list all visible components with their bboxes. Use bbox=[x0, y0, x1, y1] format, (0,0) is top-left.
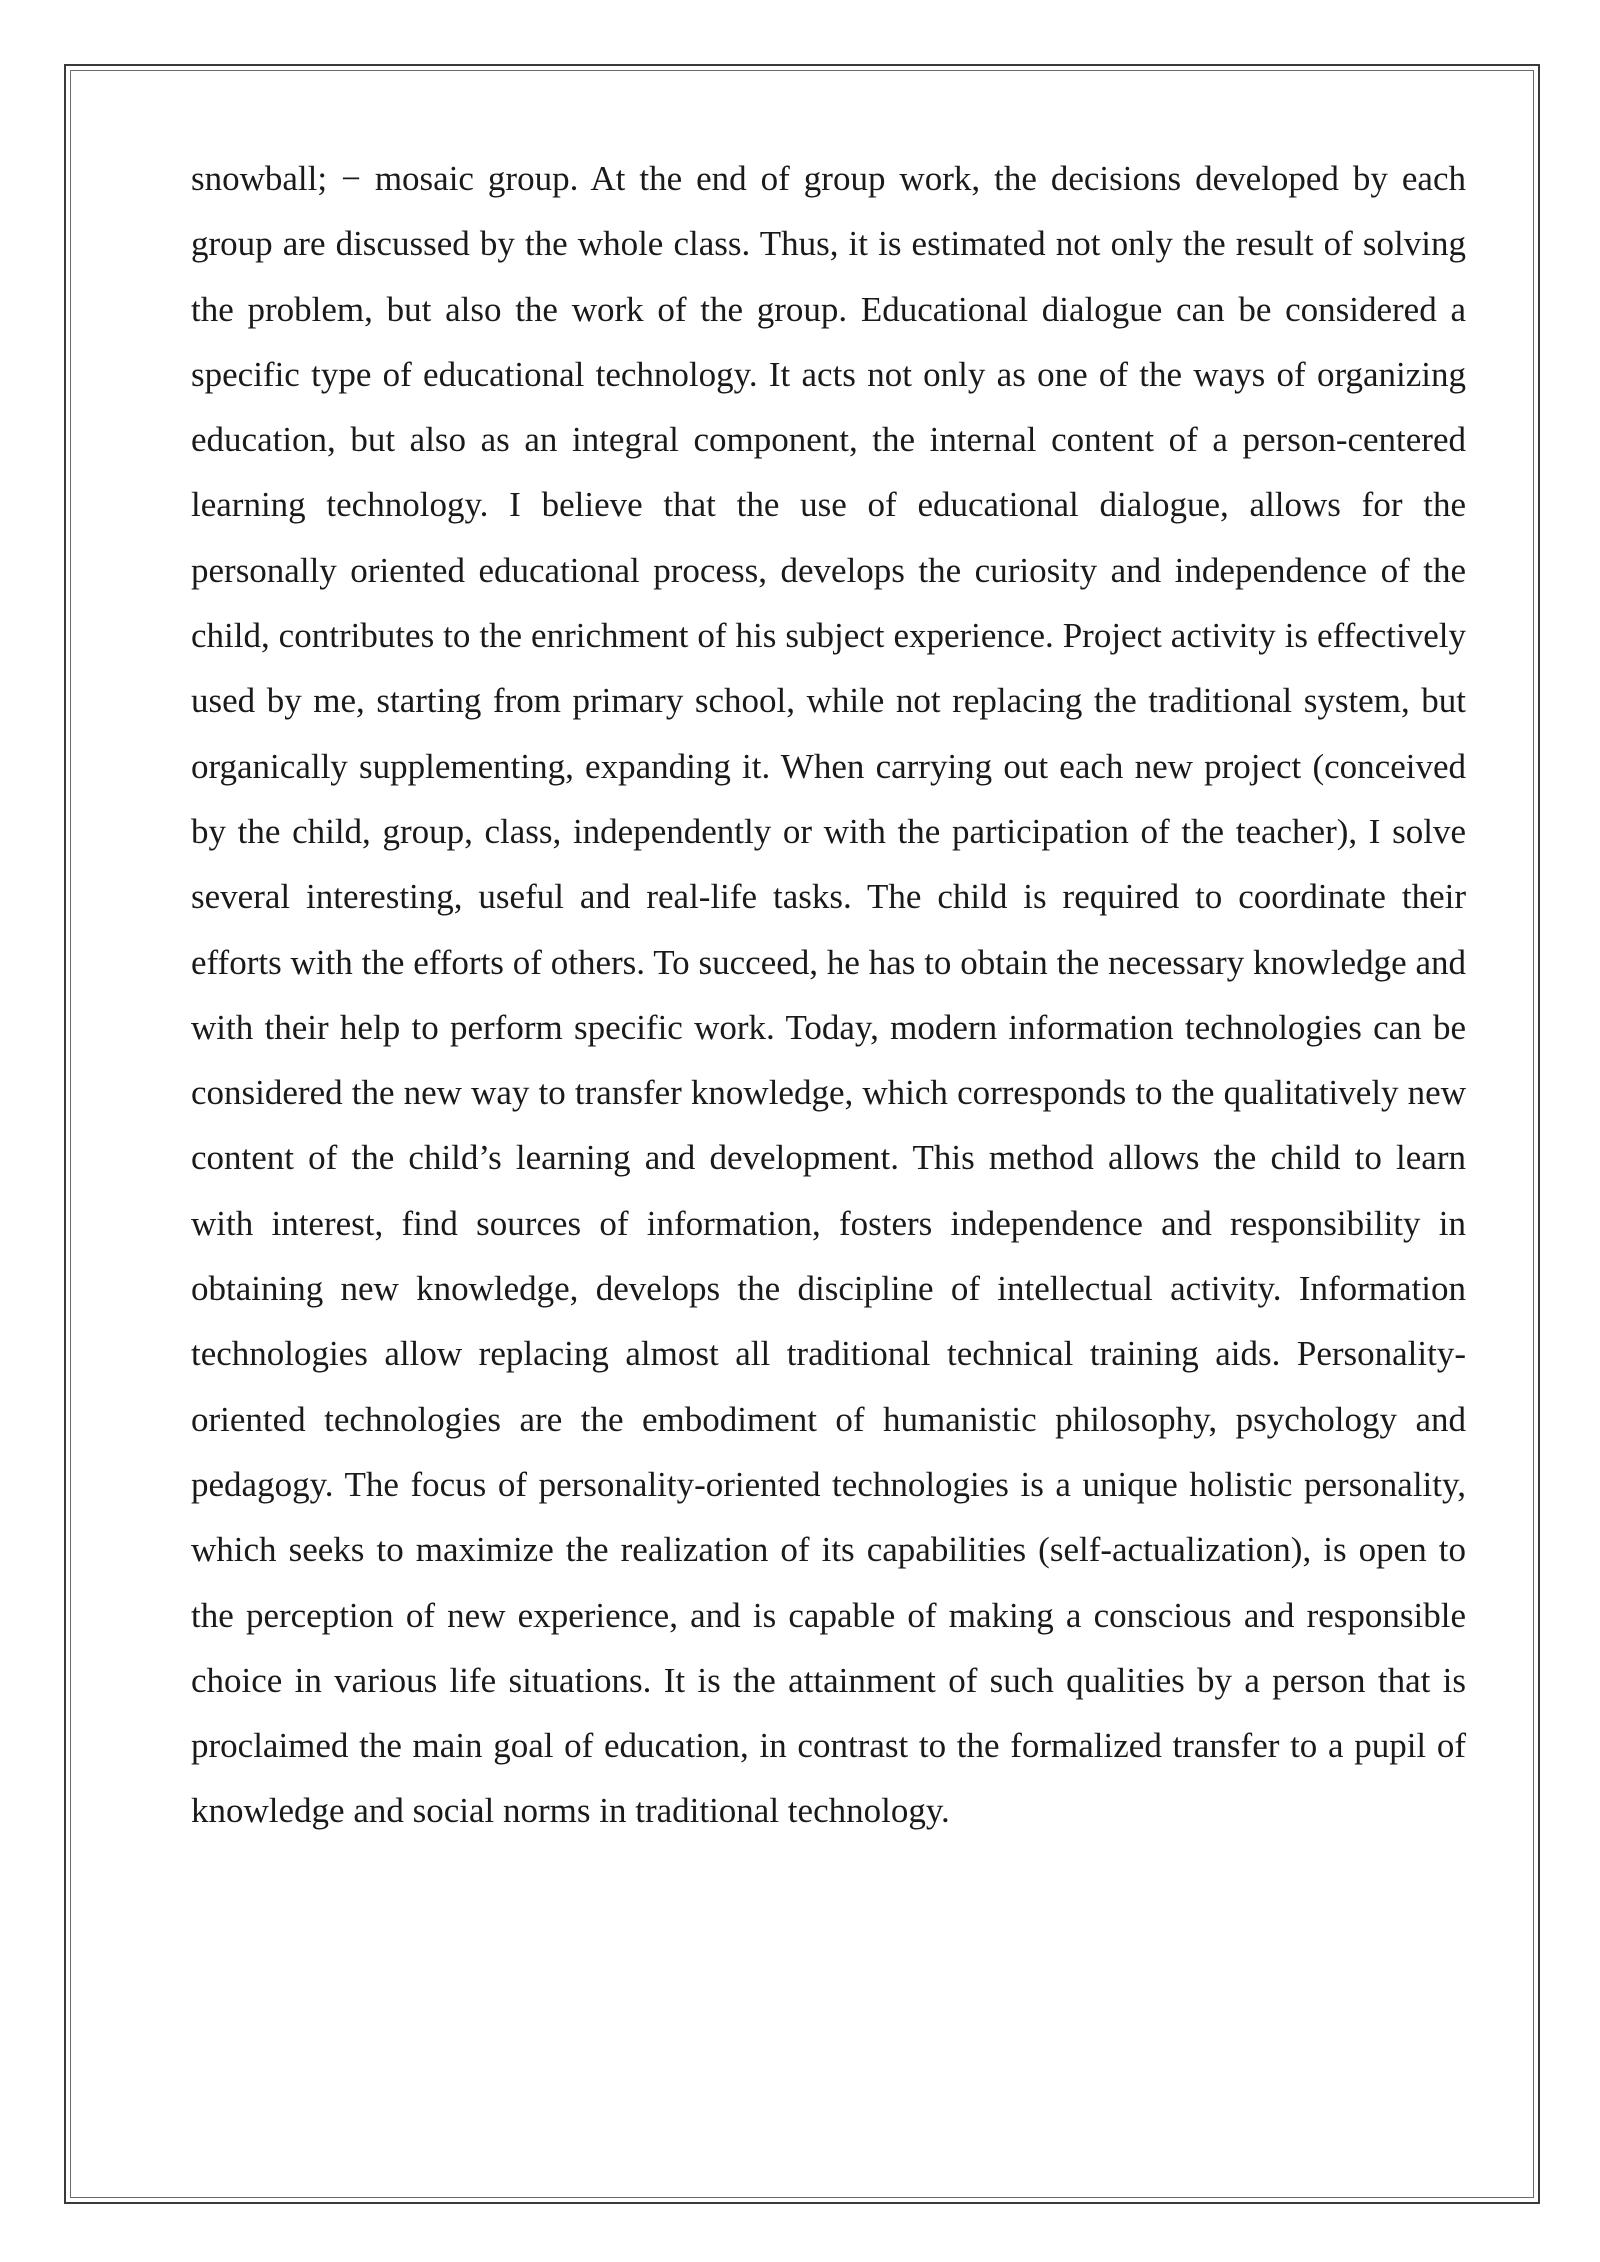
body-paragraph: snowball; − mosaic group. At the end of group work, the decisions developed by each group are discussed by the whole class. Thus, it is estimated not only the result of solving the problem, but also the work of the group. Educational dialogue can be considered a specific type of educational technology. It acts not only as one of the ways of organizing education, but also as an integral component, the internal content of a person-centered learning technology. I believe that the use of educational dialogue, allows for the personally oriented educational process, develops the curiosity and independence of the child, contributes to the enrichment of his subject experience. Project activity is effectively used by me, starting from primary school, while not replacing the traditional system, but organically supplementing, expanding it. When carrying out each new project (conceived by the child, group, class, independently or with the participation of the teacher), I solve several interesting, useful and real-life tasks. The child is required to coordinate their efforts with the efforts of others. To succeed, he has to obtain the necessary knowledge and with their help to perform specific work. Today, modern information technologies can be considered the new way to transfer knowledge, which corresponds to the qualitatively new content of the child’s learning and development. This method allows the child to learn with interest, find sources of information, fosters independence and responsibility in obtaining new knowledge, develops the discipline of intellectual activity. Information technologies allow replacing almost all traditional technical training aids. Personality-oriented technologies are the embodiment of humanistic philosophy, psychology and pedagogy. The focus of personality-oriented technologies is a unique holistic personality, which seeks to maximize the realization of its capabilities (self-actualization), is open to the perception of new experience, and is capable of making a conscious and responsible choice in various life situations. It is the attainment of such qualities by a person that is proclaimed the main goal of education, in contrast to the formalized transfer to a pupil of knowledge and social norms in traditional technology. bbox=[191, 159, 1466, 1831]
